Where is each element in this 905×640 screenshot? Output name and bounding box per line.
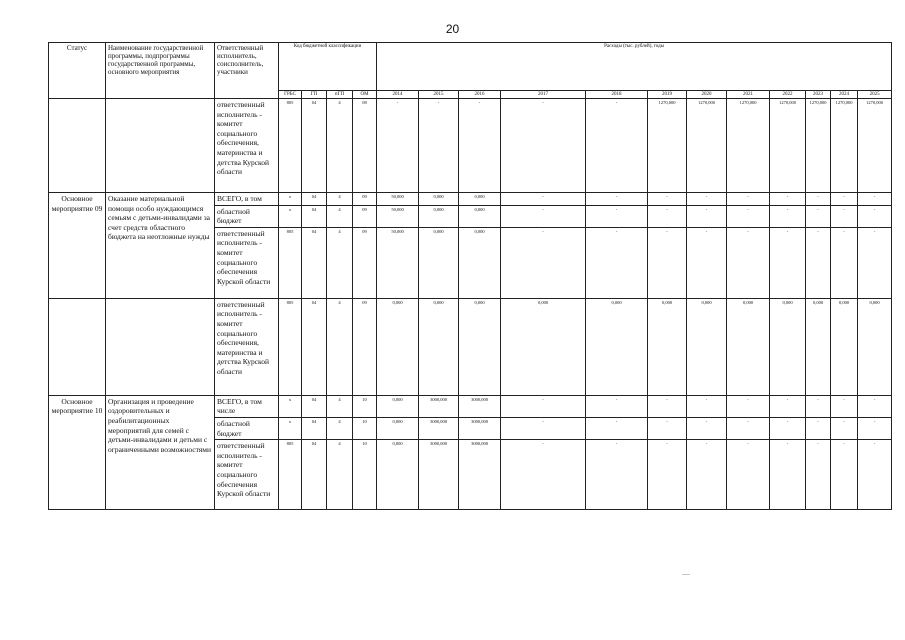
responsible-cell: областной бюджет (215, 417, 279, 439)
value-cell: - (727, 395, 770, 417)
value-cell: - (770, 227, 806, 298)
value-cell: 1270,000 (831, 99, 858, 193)
table-row (49, 193, 892, 206)
value-cell: - (806, 227, 831, 298)
table-row (49, 99, 892, 193)
value-cell: 0,000 (770, 298, 806, 395)
value-cell: - (501, 417, 586, 439)
value-cell: 0,000 (459, 193, 501, 206)
value-cell: - (459, 99, 501, 193)
code-cell: 4 (327, 205, 353, 227)
value-cell: 1270,000 (687, 99, 727, 193)
value-cell: - (806, 417, 831, 439)
name-cell: Оказание материальной помощи особо нуждающимся семьям с детьми-инвалидами за счет средств областного бюджета на неотложные нужды (106, 193, 215, 299)
responsible-cell: ответственный исполнитель - комитет социального обеспечения Курской области (215, 440, 279, 510)
value-cell: - (727, 205, 770, 227)
code-cell: 09 (353, 205, 377, 227)
table-row (49, 395, 892, 417)
value-cell: - (501, 205, 586, 227)
value-cell: - (648, 440, 687, 510)
name-cell: Организация и проведение оздоровительных и реабилитационных мероприятий для семей с детьми-инвалидами и детьми с ограниченными возможностями (106, 395, 215, 509)
value-cell: - (687, 205, 727, 227)
value-cell: - (770, 417, 806, 439)
value-cell: - (831, 205, 858, 227)
value-cell: - (687, 417, 727, 439)
code-cell: 4 (327, 227, 353, 298)
header-name: Наименование государственной программы, подпрограммы государственной программы, основного мероприятия (106, 43, 215, 99)
status-cell (49, 99, 106, 193)
value-cell: - (831, 395, 858, 417)
value-cell: - (586, 395, 648, 417)
responsible-cell: ответственный исполнитель - комитет социального обеспечения Курской области (215, 227, 279, 298)
header-code: ГРБС (279, 91, 302, 99)
value-cell: 0,000 (831, 298, 858, 395)
responsible-cell: ВСЕГО, в том числе (215, 395, 279, 417)
value-cell: - (501, 99, 586, 193)
value-cell: - (806, 193, 831, 206)
name-cell (106, 99, 215, 193)
value-cell: - (770, 193, 806, 206)
code-cell: 04 (302, 298, 327, 395)
name-cell (106, 298, 215, 395)
value-cell: - (727, 440, 770, 510)
value-cell: 0,000 (806, 298, 831, 395)
status-cell (49, 298, 106, 395)
value-cell: - (501, 395, 586, 417)
code-cell: 04 (302, 227, 327, 298)
value-cell: 0,000 (377, 440, 419, 510)
value-cell: - (831, 193, 858, 206)
value-cell: 50,000 (377, 227, 419, 298)
header-code: ГП (302, 91, 327, 99)
scan-mark (682, 574, 690, 575)
code-cell: 4 (327, 193, 353, 206)
value-cell: 1270,000 (727, 99, 770, 193)
header-year: 2019 (648, 91, 687, 99)
code-cell: 4 (327, 99, 353, 193)
value-cell: - (687, 193, 727, 206)
value-cell: - (806, 440, 831, 510)
value-cell: 0,000 (419, 193, 459, 206)
header-year: 2020 (687, 91, 727, 99)
code-cell: 04 (302, 99, 327, 193)
value-cell: - (586, 440, 648, 510)
header-year: 2016 (459, 91, 501, 99)
header-year: 2014 (377, 91, 419, 99)
value-cell: - (687, 440, 727, 510)
header-code: пГП (327, 91, 353, 99)
value-cell: 3000,000 (459, 417, 501, 439)
header-year: 2023 (806, 91, 831, 99)
code-cell: 805 (279, 227, 302, 298)
value-cell: - (648, 205, 687, 227)
value-cell: - (806, 205, 831, 227)
value-cell: 1270,000 (858, 99, 892, 193)
value-cell: 0,000 (459, 227, 501, 298)
status-cell: Основное мероприятие 09 (49, 193, 106, 299)
value-cell: 0,000 (419, 205, 459, 227)
value-cell: - (858, 417, 892, 439)
value-cell: - (770, 395, 806, 417)
value-cell: - (419, 99, 459, 193)
value-cell: - (858, 227, 892, 298)
code-cell: 4 (327, 298, 353, 395)
value-cell: 0,000 (377, 298, 419, 395)
code-cell: 04 (302, 205, 327, 227)
value-cell: 3000,000 (419, 417, 459, 439)
value-cell: 3000,000 (459, 440, 501, 510)
value-cell: - (727, 417, 770, 439)
value-cell: 0,000 (377, 417, 419, 439)
value-cell: 3000,000 (419, 395, 459, 417)
header-classification: Код бюджетной классификации (279, 43, 377, 91)
table-row (49, 298, 892, 395)
code-cell: x (279, 205, 302, 227)
value-cell: 1270,000 (806, 99, 831, 193)
value-cell: 0,000 (727, 298, 770, 395)
code-cell: 04 (302, 193, 327, 206)
value-cell: - (727, 227, 770, 298)
value-cell: 0,000 (648, 298, 687, 395)
header-year: 2025 (858, 91, 892, 99)
value-cell: - (858, 440, 892, 510)
value-cell: 0,000 (586, 298, 648, 395)
code-cell: 10 (353, 395, 377, 417)
responsible-cell: областной бюджет (215, 205, 279, 227)
value-cell: - (687, 395, 727, 417)
value-cell: - (858, 395, 892, 417)
value-cell: - (687, 227, 727, 298)
value-cell: - (831, 417, 858, 439)
value-cell: - (586, 227, 648, 298)
header-status: Статус (49, 43, 106, 99)
code-cell: x (279, 395, 302, 417)
value-cell: 3000,000 (459, 395, 501, 417)
value-cell: 0,000 (501, 298, 586, 395)
code-cell: 10 (353, 417, 377, 439)
value-cell: 1270,000 (770, 99, 806, 193)
header-year: 2018 (586, 91, 648, 99)
value-cell: - (501, 440, 586, 510)
value-cell: 3000,000 (419, 440, 459, 510)
code-cell: x (279, 193, 302, 206)
responsible-cell: ответственный исполнитель - комитет социального обеспечения, материнства и детства Курской области (215, 99, 279, 193)
value-cell: - (806, 395, 831, 417)
value-cell: 0,000 (459, 205, 501, 227)
status-cell: Основное мероприятие 10 (49, 395, 106, 509)
responsible-cell: ответственный исполнитель - комитет социального обеспечения, материнства и детства Курской области (215, 298, 279, 395)
header-year: 2024 (831, 91, 858, 99)
header-year: 2021 (727, 91, 770, 99)
value-cell: 1270,000 (648, 99, 687, 193)
code-cell: 4 (327, 440, 353, 510)
value-cell: - (858, 205, 892, 227)
code-cell: 09 (353, 227, 377, 298)
value-cell: - (648, 193, 687, 206)
value-cell: 50,000 (377, 193, 419, 206)
header-year: 2017 (501, 91, 586, 99)
budget-table (48, 42, 892, 510)
value-cell: - (770, 440, 806, 510)
value-cell: - (501, 227, 586, 298)
value-cell: 0,000 (419, 298, 459, 395)
value-cell: - (648, 227, 687, 298)
code-cell: 4 (327, 395, 353, 417)
code-cell: 04 (302, 417, 327, 439)
responsible-cell: ВСЕГО, в том (215, 193, 279, 206)
code-cell: x (279, 417, 302, 439)
code-cell: 805 (279, 440, 302, 510)
value-cell: - (586, 205, 648, 227)
value-cell: 0,000 (858, 298, 892, 395)
value-cell: - (586, 193, 648, 206)
table-body (49, 99, 892, 510)
code-cell: 08 (353, 99, 377, 193)
header-expenses: Расходы (тыс. рублей), годы (377, 43, 892, 91)
value-cell: - (501, 193, 586, 206)
code-cell: 4 (327, 417, 353, 439)
header-responsible: Ответственный исполнитель, соисполнитель, участники (215, 43, 279, 99)
value-cell: - (648, 417, 687, 439)
value-cell: 50,000 (377, 205, 419, 227)
code-cell: 10 (353, 440, 377, 510)
header-year: 2015 (419, 91, 459, 99)
value-cell: - (648, 395, 687, 417)
value-cell: - (831, 440, 858, 510)
header-code: ОМ (353, 91, 377, 99)
value-cell: - (727, 193, 770, 206)
header-year: 2022 (770, 91, 806, 99)
code-cell: 09 (353, 298, 377, 395)
value-cell: 0,000 (377, 395, 419, 417)
value-cell: - (770, 205, 806, 227)
value-cell: - (377, 99, 419, 193)
value-cell: - (586, 417, 648, 439)
value-cell: 0,000 (459, 298, 501, 395)
value-cell: 0,000 (687, 298, 727, 395)
code-cell: 04 (302, 395, 327, 417)
code-cell: 805 (279, 298, 302, 395)
value-cell: - (831, 227, 858, 298)
value-cell: 0,000 (419, 227, 459, 298)
code-cell: 805 (279, 99, 302, 193)
value-cell: - (858, 193, 892, 206)
value-cell: - (586, 99, 648, 193)
code-cell: 04 (302, 440, 327, 510)
page-number: 20 (445, 22, 460, 36)
code-cell: 09 (353, 193, 377, 206)
